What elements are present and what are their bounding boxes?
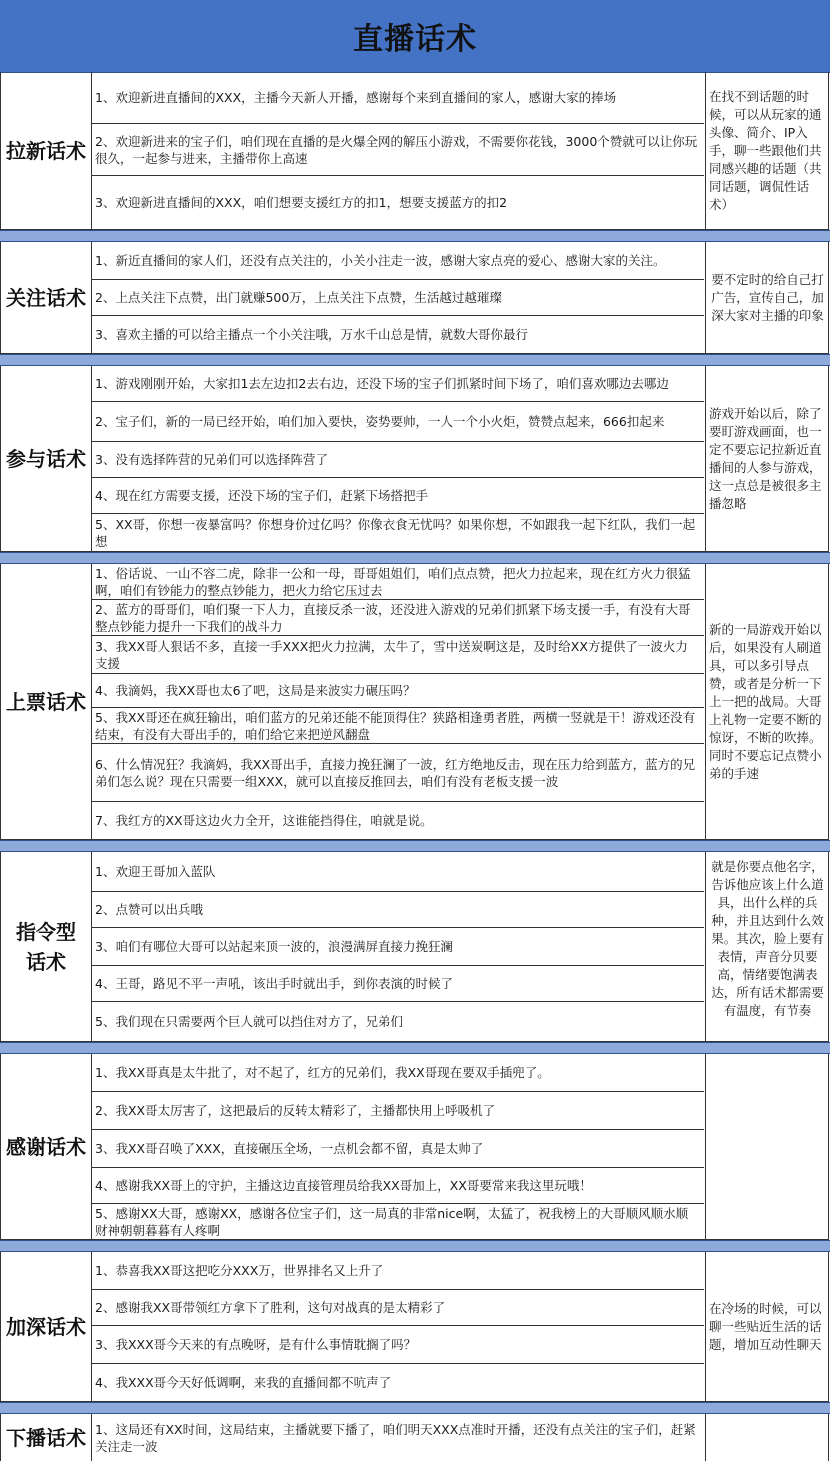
list-item: 3、我XXX哥今天来的有点晚呀，是有什么事情耽搁了吗？ [92, 1326, 704, 1364]
note-cell: 游戏开始以后，除了要盯游戏画面，也一定不要忘记拉新近直播间的人参与游戏，这一点总是被很多主播忽略 [705, 366, 829, 551]
list-item: 4、感谢我XX哥上的守护，主播这边直接管理员给我XX哥加上，XX哥要常来我这里玩哦！ [92, 1168, 704, 1204]
list-item: 2、我XX哥太厉害了，这把最后的反转太精彩了，主播都快用上呼吸机了 [92, 1092, 704, 1130]
section-divider [0, 230, 830, 242]
section-deepen [0, 1252, 829, 1402]
list-item: 5、XX哥，你想一夜暴富吗？你想身价过亿吗？你像衣食无忧吗？如果你想，不如跟我一起下红队，我们一起想 [95, 516, 696, 549]
list-item: 2、感谢我XX哥带领红方拿下了胜利，这句对战真的是太精彩了 [92, 1290, 704, 1326]
category-cell: 感谢话术 [1, 1054, 92, 1239]
section-thanks [0, 1054, 829, 1240]
list-item: 3、咱们有哪位大哥可以站起来顶一波的，浪漫满屏直接力挽狂澜 [92, 928, 704, 966]
list-item: 5、感谢XX大哥，感谢XX，感谢各位宝子们，这一局真的非常nice啊，太猛了，祝我榜上的大哥顺风顺水顺财神朝朝暮暮有人疼啊 [95, 1205, 689, 1238]
note-cell: 就是你要点他名字，告诉他应该上什么道具，出什么样的兵种，并且达到什么效果。其次，脸上要有表情，声音分贝要高，情绪要饱满表达，所有话术都需要有温度，有节奏 [705, 852, 829, 1041]
category-cell: 参与话术 [1, 366, 92, 551]
note-cell: 在冷场的时候，可以聊一些贴近生活的话题，增加互动性聊天 [705, 1252, 829, 1401]
note-cell: 新的一局游戏开始以后，如果没有人刷道具，可以多引导点赞，或者是分析一下上一把的战局。大哥上礼物一定要不断的惊讶，不断的吹捧。同时不要忘记点赞小弟的手速 [705, 564, 829, 839]
item-list [92, 72, 704, 229]
list-item: 1、欢迎新进直播间的XXX，主播今天新人开播，感谢每个来到直播间的家人，感谢大家的捧场 [92, 72, 704, 124]
section-lanew [0, 72, 829, 230]
section-ticket [0, 564, 829, 840]
section-follow [0, 242, 829, 354]
list-item: 3、我XX哥召唤了XXX，直接碾压全场，一点机会都不留，真是太帅了 [92, 1130, 704, 1168]
note-cell [705, 1414, 829, 1461]
list-item: 1、新近直播间的家人们，还没有点关注的，小关小注走一波，感谢大家点亮的爱心、感谢大家的关注。 [92, 242, 704, 280]
list-item: 4、我XXX哥今天好低调啊，来我的直播间都不吭声了 [95, 1375, 392, 1390]
category-cell: 拉新话术 [1, 72, 92, 229]
list-item: 1、恭喜我XX哥这把吃分XXX万，世界排名又上升了 [92, 1252, 704, 1290]
list-item: 3、没有选择阵营的兄弟们可以选择阵营了 [92, 442, 704, 478]
item-list [92, 1414, 704, 1461]
section-divider [0, 1402, 830, 1414]
item-list [92, 564, 704, 839]
category-cell: 指令型话术 [1, 852, 92, 1041]
list-item: 3、欢迎新进直播间的XXX，咱们想要支援红方的扣1，想要支援蓝方的扣2 [95, 195, 508, 210]
section-participate [0, 366, 829, 552]
list-item: 2、点赞可以出兵哦 [92, 892, 704, 928]
category-cell: 加深话术 [1, 1252, 92, 1401]
section-divider [0, 552, 830, 564]
list-item: 1、这局还有XX时间，这局结束，主播就要下播了，咱们明天XXX点准时开播，还没有点关注的宝子们，赶紧关注走一波 [95, 1421, 696, 1454]
list-item: 4、现在红方需要支援，还没下场的宝子们，赶紧下场搭把手 [92, 478, 704, 514]
list-item: 5、我们现在只需要两个巨人就可以挡住对方了，兄弟们 [95, 1014, 403, 1029]
list-item: 3、喜欢主播的可以给主播点一个小关注哦，万水千山总是情，就数大哥你最行 [95, 327, 528, 342]
category-cell: 下播话术 [1, 1414, 92, 1461]
list-item: 2、欢迎新进来的宝子们，咱们现在直播的是火爆全网的解压小游戏，不需要你花钱，3000个赞就可以让你玩很久，一起参与进来，主播带你上高速 [92, 124, 704, 176]
list-item: 2、宝子们，新的一局已经开始，咱们加入要快，姿势要帅，一人一个小火炬，赞赞点起来，666扣起来 [92, 402, 704, 442]
note-cell: 要不定时的给自己打广告，宣传自己，加深大家对主播的印象 [705, 242, 829, 353]
section-divider [0, 840, 830, 852]
section-offline [0, 1414, 829, 1461]
list-item: 6、什么情况狂？我滴妈，我XX哥出手，直接力挽狂澜了一波，红方绝地反击，现在压力给到蓝方，蓝方的兄弟们怎么说？现在只需要一组XXX，就可以直接反推回去，咱们有没有老板支援一波 [92, 744, 704, 802]
list-item: 2、蓝方的哥哥们，咱们聚一下人力，直接反杀一波，还没进入游戏的兄弟们抓紧下场支援一手，有没有大哥整点钞能力提升一下我们的战斗力 [92, 600, 704, 636]
list-item: 2、上点关注下点赞，出门就赚500万，上点关注下点赞，生活越过越璀璨 [92, 280, 704, 316]
item-list [92, 1054, 704, 1239]
section-divider [0, 354, 830, 366]
category-cell: 关注话术 [1, 242, 92, 353]
list-item: 1、游戏刚刚开始，大家扣1去左边扣2去右边，还没下场的宝子们抓紧时间下场了，咱们喜欢哪边去哪边 [92, 366, 704, 402]
section-divider [0, 1240, 830, 1252]
note-cell: 在找不到话题的时候，可以从玩家的通头像、简介、IP入手，聊一些跟他们共同感兴趣的话题（共同话题，调侃性话术） [705, 72, 829, 229]
item-list [92, 1252, 704, 1401]
list-item: 3、我XX哥人狠话不多，直接一手XXX把火力拉满，太牛了，雪中送炭啊这是，及时给XX方提供了一波火力支援 [92, 636, 704, 674]
category-cell: 上票话术 [1, 564, 92, 839]
note-cell [705, 1054, 829, 1239]
list-item: 1、我XX哥真是太牛批了，对不起了，红方的兄弟们，我XX哥现在要双手插兜了。 [92, 1054, 704, 1092]
item-list [92, 242, 704, 353]
list-item: 4、王哥，路见不平一声吼，该出手时就出手，到你表演的时候了 [92, 966, 704, 1002]
list-item: 1、俗话说、一山不容二虎，除非一公和一母，哥哥姐姐们，咱们点点赞，把火力拉起来，现在红方火力很猛啊，咱们有钞能力的整点钞能力，把火力给它压过去 [92, 564, 704, 600]
item-list [92, 366, 704, 551]
list-item: 4、我滴妈，我XX哥也太6了吧，这局是来波实力碾压吗？ [92, 674, 704, 708]
item-list [92, 852, 704, 1041]
section-divider [0, 1042, 830, 1054]
list-item: 5、我XX哥还在疯狂输出，咱们蓝方的兄弟还能不能顶得住？狭路相逢勇者胜，两横一竖就是干！游戏还没有结束，有没有大哥出手的，咱们给它来把逆风翻盘 [92, 708, 704, 744]
list-item: 1、欢迎王哥加入蓝队 [92, 852, 704, 892]
page-title: 直播话术 [0, 0, 830, 73]
section-command [0, 852, 829, 1042]
list-item: 7、我红方的XX哥这边火力全开，这谁能挡得住，咱就是说。 [95, 813, 433, 828]
